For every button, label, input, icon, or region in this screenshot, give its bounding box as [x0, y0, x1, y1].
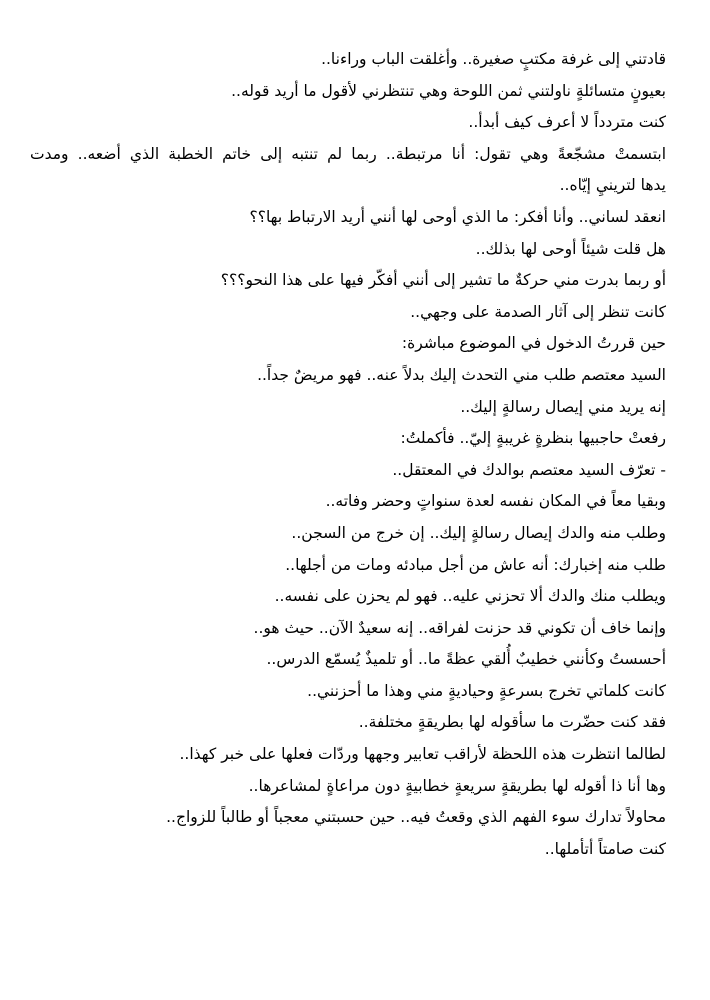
text-line: أحسستُ وكأنني خطيبٌ أُلقي عظةً ما.. أو تلميذٌ يُسمّع الدرس..: [266, 650, 666, 669]
text-line: وبقيا معاً في المكان نفسه لعدة سنواتٍ وحضر وفاته..: [325, 492, 666, 511]
text-line: ابتسمتْ مشجّعةً وهي تقول: أنا مرتبطة.. ربما لم تنتبه إلى خاتم الخطبة الذي أضعه.. ومدت: [30, 144, 666, 163]
text-line: ويطلب منك والدك ألا تحزني عليه.. فهو لم يحزن على نفسه..: [274, 587, 666, 606]
text-line: انعقد لساني.. وأنا أفكر: ما الذي أوحى لها أنني أريد الارتباط بها؟؟: [249, 207, 666, 226]
text-line: بعيونٍ متسائلةٍ ناولتني ثمن اللوحة وهي تنتظرني لأقول ما أريد قوله..: [231, 81, 666, 100]
text-line: كنت متردداً لا أعرف كيف أبدأ..: [468, 113, 666, 132]
text-line: محاولاً تدارك سوء الفهم الذي وقعتُ فيه.. حين حسبتني معجباً أو طالباً للزواج..: [166, 808, 666, 827]
text-line: وطلب منه والدك إيصال رسالةٍ إليك.. إن خرج من السجن..: [291, 523, 666, 542]
text-line: فقد كنت حضّرت ما سأقوله لها بطريقةٍ مختلفة..: [358, 713, 666, 732]
text-line: هل قلت شيئاً أوحى لها بذلك..: [475, 239, 666, 258]
text-line: كانت كلماتي تخرج بسرعةٍ وحياديةٍ مني وهذا ما أحزنني..: [307, 681, 666, 700]
text-line: كنت صامتاً أتأملها..: [544, 839, 666, 858]
text-line: قادتني إلى غرفة مكتبٍ صغيرة.. وأغلقت الباب وراءنا..: [321, 50, 666, 68]
text-line: أو ربما بدرت مني حركةٌ ما تشير إلى أنني أفكّر فيها على هذا النحو؟؟؟: [220, 271, 666, 290]
text-line: رفعتْ حاجبيها بنظرةٍ غريبةٍ إليّ.. فأكملتُ:: [400, 429, 666, 448]
text-line: حين قررتُ الدخول في الموضوع مباشرة:: [401, 334, 666, 353]
document-page: [30, 44, 666, 865]
text-line: السيد معتصم طلب مني التحدث إليك بدلاً عنه.. فهو مريضٌ جداً..: [257, 365, 666, 384]
text-line: إنه يريد مني إيصال رسالةٍ إليك..: [460, 397, 666, 416]
text-line: طلب منه إخبارك: أنه عاش من أجل مبادئه ومات من أجلها..: [285, 555, 666, 574]
text-line: وإنما خاف أن تكوني قد حزنت لفراقه.. إنه سعيدٌ الآن.. حيث هو..: [253, 618, 666, 637]
text-line: كانت تنظر إلى آثار الصدمة على وجهي..: [410, 302, 666, 321]
text-line: يدها لترينيِ إيّاه..: [559, 176, 666, 195]
text-line: لطالما انتظرت هذه اللحظة لأراقب تعابير وجهها وردّات فعلها على خبر كهذا..: [179, 745, 666, 764]
text-line: وها أنا ذا أقوله لها بطريقةٍ سريعةٍ خطابيةٍ دون مراعاةٍ لمشاعرها..: [248, 776, 666, 795]
text-line: - تعرّف السيد معتصم بوالدك في المعتقل..: [392, 460, 666, 479]
